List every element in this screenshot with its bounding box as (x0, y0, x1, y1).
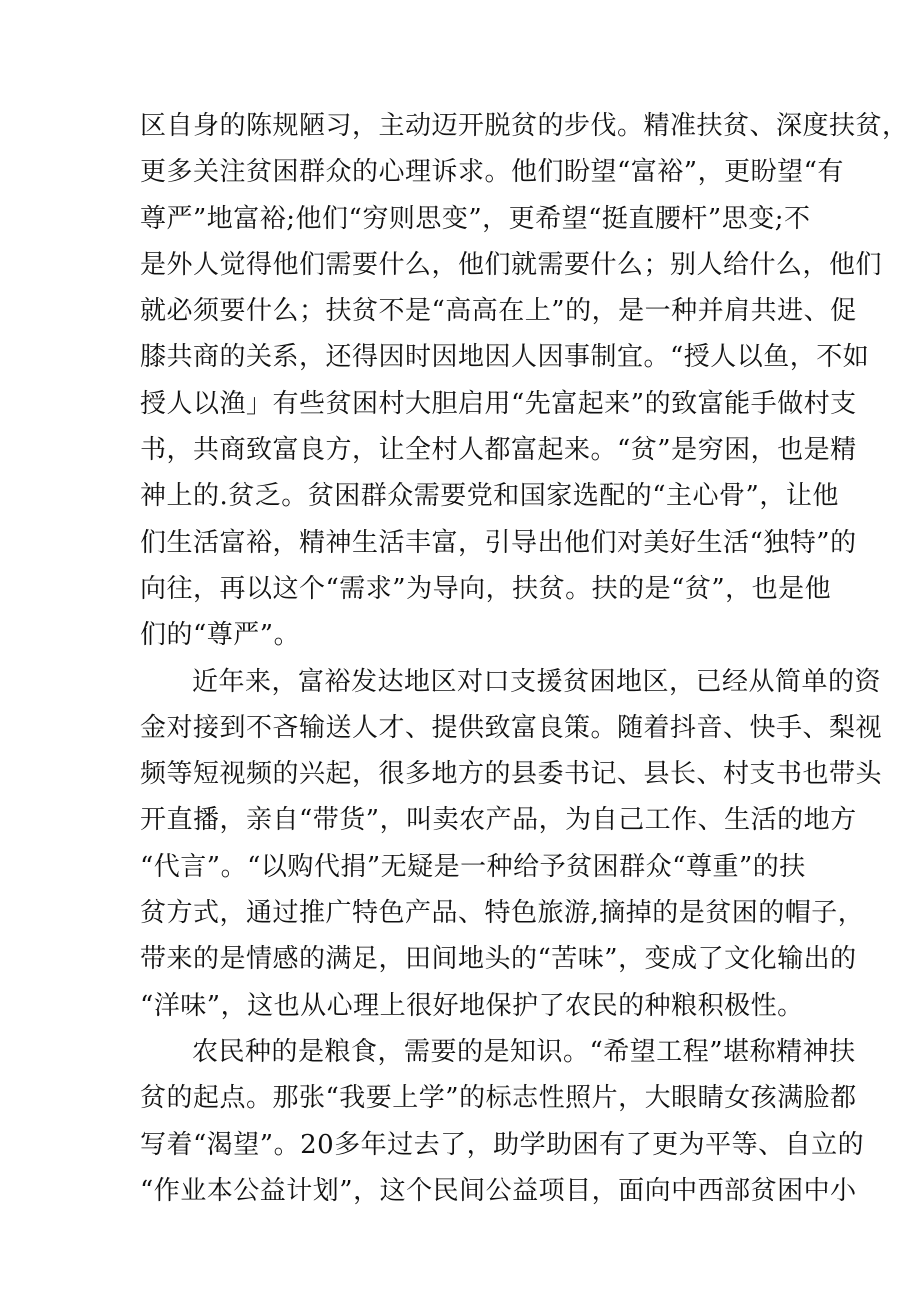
text-line: 带来的是情感的满足，田间地头的“苦味”，变成了文化输出的 (140, 944, 857, 975)
text-line: 贫方式，通过推广特色产品、特色旅游,摘掉的是贫困的帽子， (140, 898, 865, 929)
paragraph-first-line: 近年来，富裕发达地区对口支援贫困地区，已经从简单的资 (192, 666, 882, 697)
text-line: 膝共商的关系，还得因时因地因人因事制宜。“授人以鱼，不如 (140, 342, 870, 373)
text-line: 区自身的陈规陋习，主动迈开脱贫的步伐。精准扶贫、深度扶贫， (140, 111, 909, 141)
paragraph-first-line: 农民种的是粮食，需要的是知识。“希望工程”堪称精神扶 (192, 1036, 856, 1067)
text-line: 写着“渴望”。20多年过去了，助学助困有了更为平等、自立的 (140, 1129, 865, 1160)
text-line: 们生活富裕，精神生活丰富，引导出他们对美好生活“独特”的 (140, 527, 857, 558)
text-line: 们的“尊严”。 (140, 620, 301, 651)
text-line: 频等短视频的兴起，很多地方的县委书记、县长、村支书也带头 (140, 759, 883, 790)
text-line: 尊严”地富裕;他们“穷则思变”，更希望“挺直腰杆”思变;不 (140, 203, 811, 234)
text-line: 是外人觉得他们需要什么，他们就需要什么；别人给什么，他们 (140, 249, 883, 280)
text-line: 神上的.贫乏。贫困群众需要党和国家选配的“主心骨”，让他 (140, 481, 839, 512)
text-line: 更多关注贫困群众的心理诉求。他们盼望“富裕”，更盼望“有 (140, 157, 844, 188)
text-line: 向往，再以这个“需求”为导向，扶贫。扶的是“贫”，也是他 (140, 573, 832, 604)
text-line: 贫的起点。那张“我要上学”的标志性照片，大眼睛女孩满脸都 (140, 1083, 857, 1114)
text-line: “洋味”，这也从心理上很好地保护了农民的种粮积极性。 (140, 990, 804, 1021)
text-line: “代言”。“以购代捐”无疑是一种给予贫困群众“尊重”的扶 (140, 851, 806, 882)
text-line: 就必须要什么；扶贫不是“高高在上”的，是一种并肩共进、促 (140, 296, 857, 327)
text-line: 开直播，亲自“带货”，叫卖农产品，为自己工作、生活的地方 (140, 805, 857, 836)
text-line: “作业本公益计划”，这个民间公益项目，面向中西部贫困中小 (140, 1175, 857, 1206)
text-line: 书，共商致富良方，让全村人都富起来。“贫”是穷困，也是精 (140, 435, 857, 466)
text-line: 授人以渔」有些贫困村大胆启用“先富起来”的致富能手做村支 (140, 388, 857, 419)
text-line: 金对接到不吝输送人才、提供致富良策。随着抖音、快手、梨视 (140, 712, 883, 743)
body-text (140, 103, 909, 1214)
